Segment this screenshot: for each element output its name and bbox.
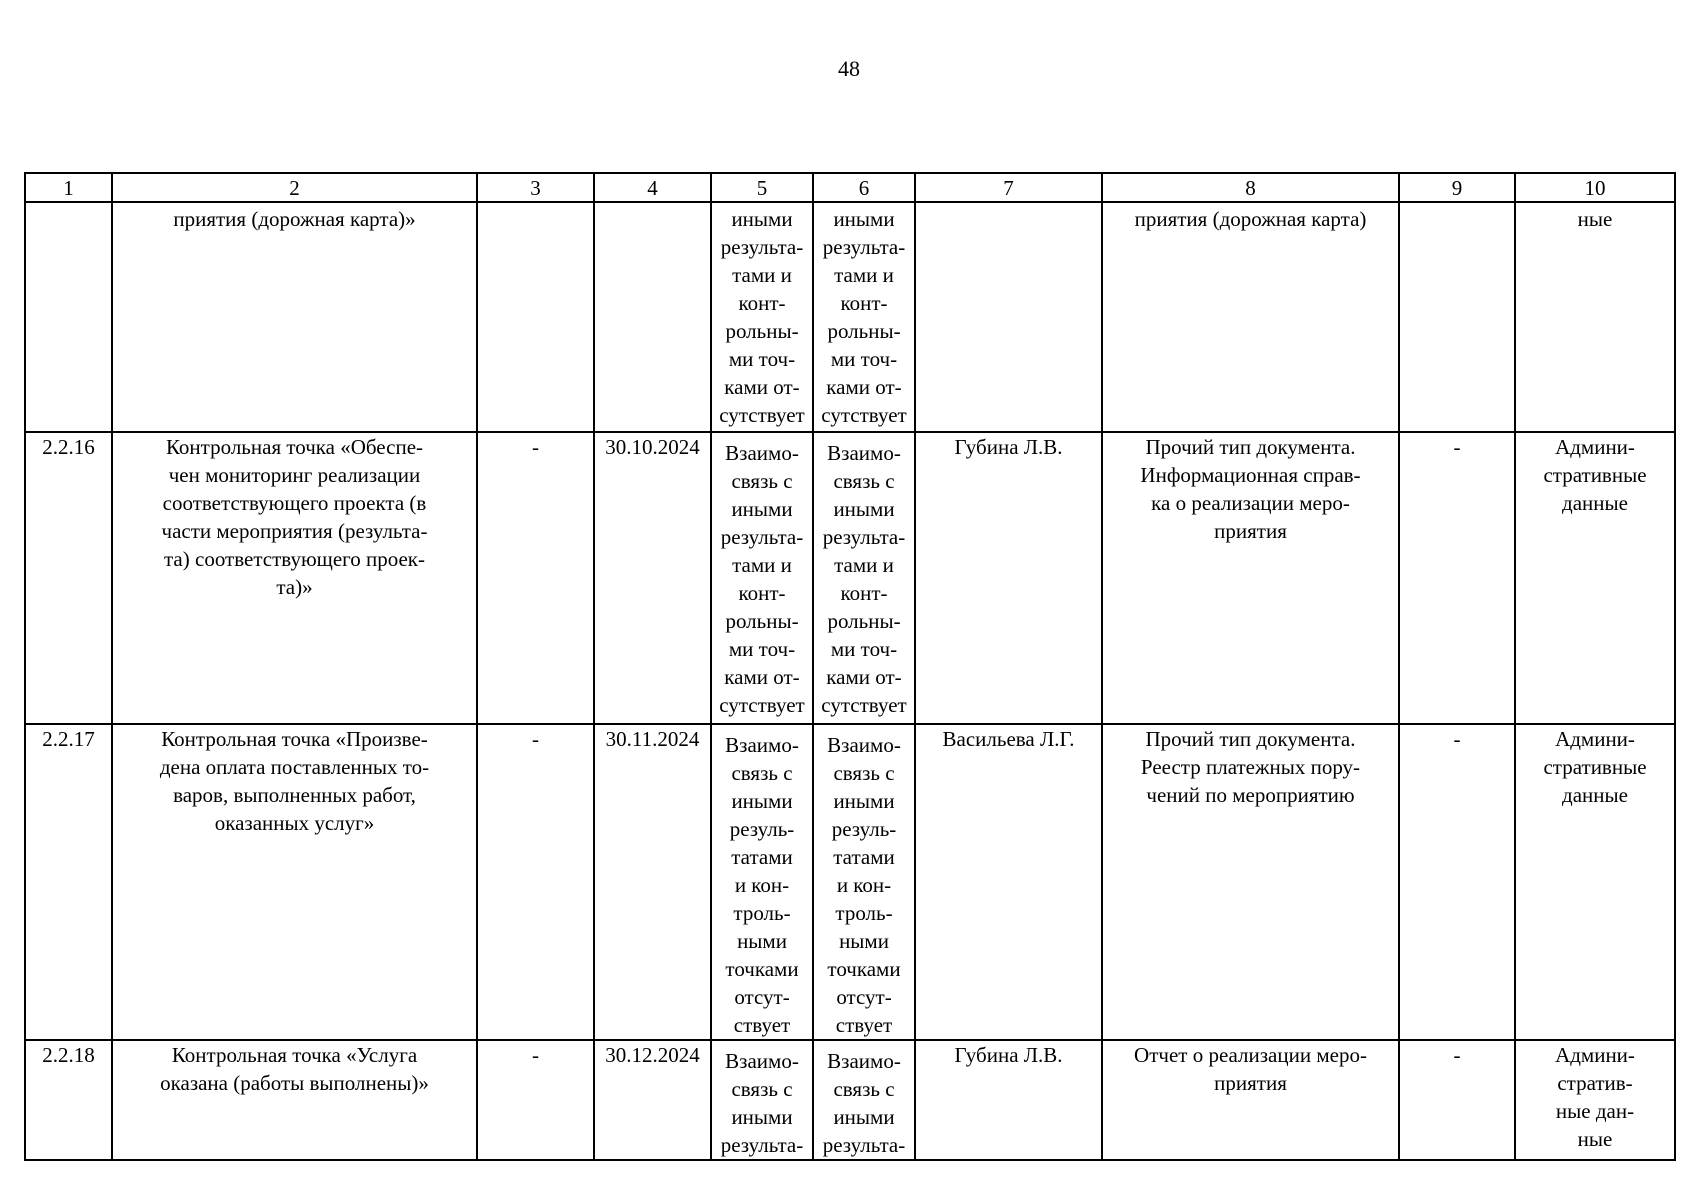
column-9-cell: -	[1399, 432, 1515, 724]
column-9-cell	[1399, 202, 1515, 432]
source-cell: ные	[1515, 202, 1675, 432]
relation-cell: Взаимо- связь с иными результа-	[711, 1040, 813, 1160]
column-3-cell	[477, 202, 594, 432]
column-header: 1	[25, 173, 112, 202]
column-header: 4	[594, 173, 711, 202]
row-number-cell: 2.2.16	[25, 432, 112, 724]
relation-cell: Взаимо- связь с иными результа-	[813, 1040, 915, 1160]
column-header: 7	[915, 173, 1102, 202]
name-cell: Контрольная точка «Обеспе- чен мониторинг реализации соответствующего проекта (в части мероприятия (результа- та) соответствующего проек- та)»	[112, 432, 477, 724]
column-9-cell: -	[1399, 1040, 1515, 1160]
source-cell: Админи- стративные данные	[1515, 432, 1675, 724]
table-row	[25, 724, 1675, 1040]
responsible-cell: Губина Л.В.	[915, 432, 1102, 724]
column-header: 9	[1399, 173, 1515, 202]
column-header: 2	[112, 173, 477, 202]
source-cell: Админи- стратив- ные дан- ные	[1515, 1040, 1675, 1160]
column-3-cell: -	[477, 724, 594, 1040]
document-cell: Прочий тип документа. Информационная справ- ка о реализации меро- приятия	[1102, 432, 1399, 724]
relation-cell: иными результа- тами и конт- рольны- ми точ- ками от- сутствует	[711, 202, 813, 432]
date-cell	[594, 202, 711, 432]
table-row	[25, 432, 1675, 724]
column-header: 6	[813, 173, 915, 202]
column-3-cell: -	[477, 432, 594, 724]
name-cell: приятия (дорожная карта)»	[112, 202, 477, 432]
row-number-cell	[25, 202, 112, 432]
column-header: 8	[1102, 173, 1399, 202]
column-header: 10	[1515, 173, 1675, 202]
document-cell: Прочий тип документа. Реестр платежных пору- чений по мероприятию	[1102, 724, 1399, 1040]
column-9-cell: -	[1399, 724, 1515, 1040]
relation-cell: Взаимо- связь с иными резуль- татами и кон- троль- ными точками отсут- ствует	[813, 724, 915, 1040]
responsible-cell: Васильева Л.Г.	[915, 724, 1102, 1040]
control-points-table	[24, 172, 1676, 1161]
source-cell: Админи- стративные данные	[1515, 724, 1675, 1040]
relation-cell: иными результа- тами и конт- рольны- ми точ- ками от- сутствует	[813, 202, 915, 432]
relation-cell: Взаимо- связь с иными результа- тами и конт- рольны- ми точ- ками от- сутствует	[813, 432, 915, 724]
date-cell: 30.11.2024	[594, 724, 711, 1040]
table-row	[25, 202, 1675, 432]
column-header: 5	[711, 173, 813, 202]
name-cell: Контрольная точка «Произве- дена оплата поставленных то- варов, выполненных работ, оказанных услуг»	[112, 724, 477, 1040]
relation-cell: Взаимо- связь с иными результа- тами и конт- рольны- ми точ- ками от- сутствует	[711, 432, 813, 724]
relation-cell: Взаимо- связь с иными резуль- татами и кон- троль- ными точками отсут- ствует	[711, 724, 813, 1040]
page-number: 48	[838, 56, 860, 81]
table-row	[25, 1040, 1675, 1160]
column-3-cell: -	[477, 1040, 594, 1160]
responsible-cell: Губина Л.В.	[915, 1040, 1102, 1160]
document-cell: Отчет о реализации меро- приятия	[1102, 1040, 1399, 1160]
name-cell: Контрольная точка «Услуга оказана (работы выполнены)»	[112, 1040, 477, 1160]
document-cell: приятия (дорожная карта)	[1102, 202, 1399, 432]
row-number-cell: 2.2.18	[25, 1040, 112, 1160]
row-number-cell: 2.2.17	[25, 724, 112, 1040]
column-header: 3	[477, 173, 594, 202]
date-cell: 30.12.2024	[594, 1040, 711, 1160]
column-number-header	[25, 173, 1675, 202]
date-cell: 30.10.2024	[594, 432, 711, 724]
responsible-cell	[915, 202, 1102, 432]
